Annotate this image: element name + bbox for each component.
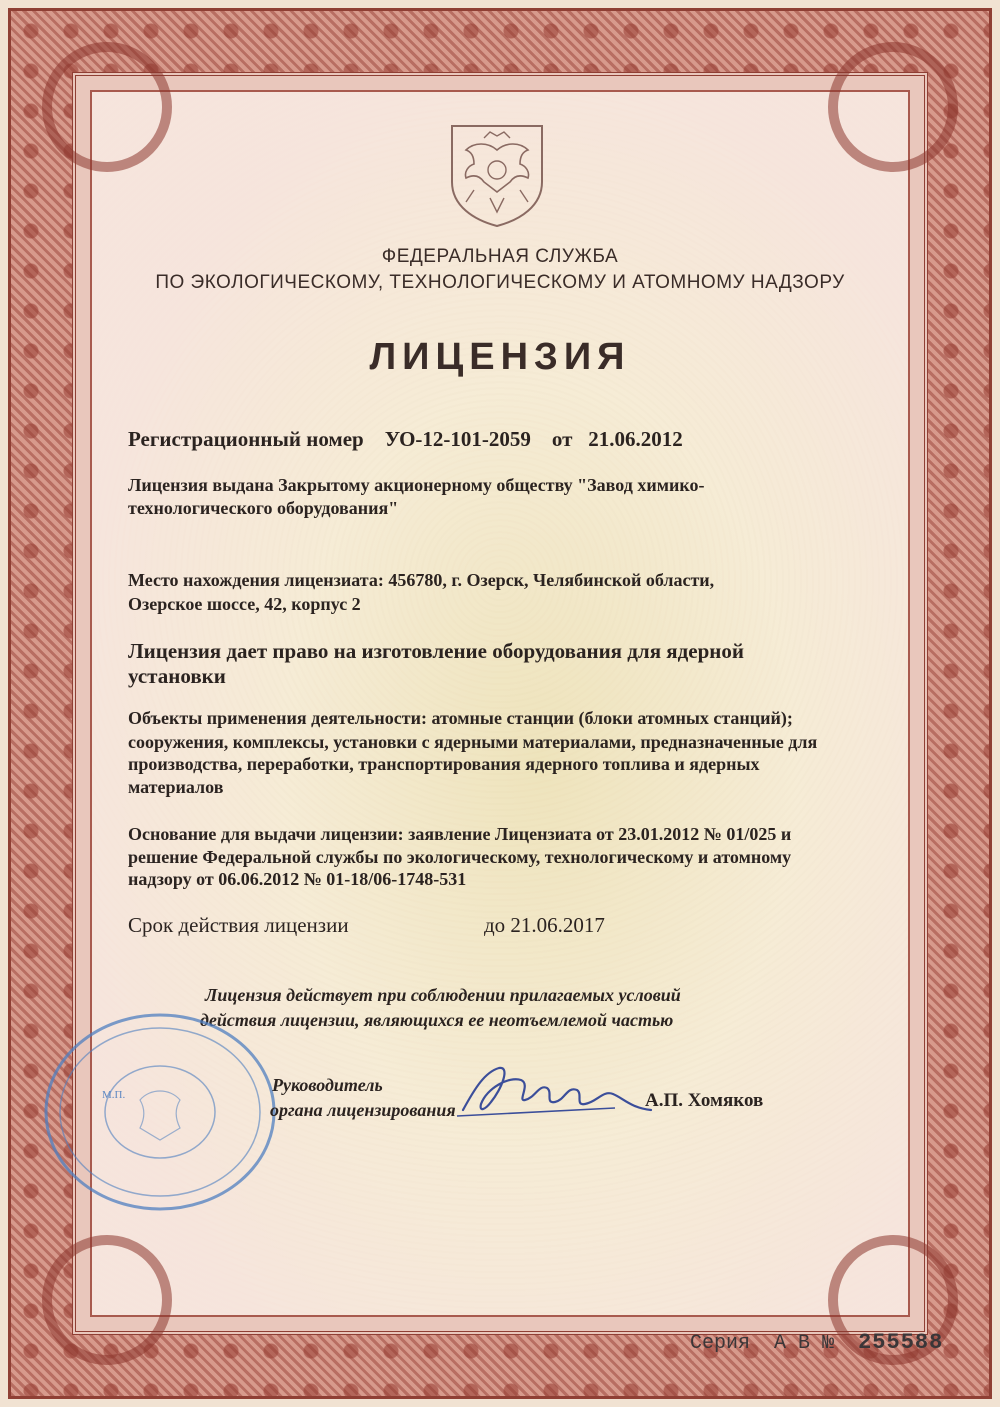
objects-line-2: сооружения, комплексы, установки с ядерными материалами, предназначенные для [128,732,818,752]
right-line-2: установки [128,664,226,688]
corner-ornament [42,1235,172,1365]
objects-line-4: материалов [128,777,224,797]
objects-line-3: производства, переработки, транспортирования ядерного топлива и ядерных [128,754,760,774]
registration-number: УО-12-101-2059 [384,427,531,451]
signatory-role-line-1: Руководитель [272,1075,383,1095]
registration-label: Регистрационный номер [128,427,364,451]
basis-line-1: Основание для выдачи лицензии: заявление Лицензиата от 23.01.2012 № 01/025 и [128,824,792,844]
signatory-name: А.П. Хомяков [645,1090,764,1111]
document-title: ЛИЦЕНЗИЯ [369,336,631,378]
series-number-sign: № [822,1332,835,1355]
issued-to-line-2: технологического оборудования" [128,498,399,518]
registration-date: 21.06.2012 [588,427,683,451]
objects-line-1: Объекты применения деятельности: атомные станции (блоки атомных станций); [128,708,793,728]
location-line-1: Место нахождения лицензиата: 456780, г. Озерск, Челябинской области, [128,570,715,590]
series-number: 255588 [858,1330,944,1355]
registration-line [128,427,683,452]
series-line [690,1330,943,1355]
basis-line-3: надзору от 06.06.2012 № 01-18/06-1748-531 [128,869,467,889]
validity-label: Срок действия лицензии [128,913,349,937]
validity-until: до 21.06.2017 [484,913,605,937]
right-line-1: Лицензия дает право на изготовление оборудования для ядерной [128,639,744,663]
official-seal-stamp [40,1010,280,1215]
agency-name-line-1: ФЕДЕРАЛЬНАЯ СЛУЖБА [381,246,619,267]
series-label: Серия [690,1332,751,1355]
stamp-mp-label: М.П. [102,1089,126,1101]
location-line-2: Озерское шоссе, 42, корпус 2 [128,594,361,614]
agency-name-line-2: ПО ЭКОЛОГИЧЕСКОМУ, ТЕХНОЛОГИЧЕСКОМУ И АТОМНОМУ НАДЗОРУ [155,272,845,293]
registration-from-label: от [551,427,573,451]
conditions-line-1: Лицензия действует при соблюдении прилагаемых условий [205,985,681,1005]
double-headed-eagle-coat-of-arms-icon [444,120,550,230]
signatory-role-line-2: органа лицензирования [270,1100,456,1120]
issued-to-line-1: Лицензия выдана Закрытому акционерному обществу "Завод химико- [128,475,705,495]
corner-ornament [42,42,172,172]
basis-line-2: решение Федеральной службы по экологическому, технологическому и атомному [128,847,792,867]
conditions-line-2: действия лицензии, являющихся ее неотъемлемой частью [200,1010,674,1030]
series-letters: А В [774,1332,811,1355]
handwritten-signature [455,1058,655,1128]
corner-ornament [828,42,958,172]
